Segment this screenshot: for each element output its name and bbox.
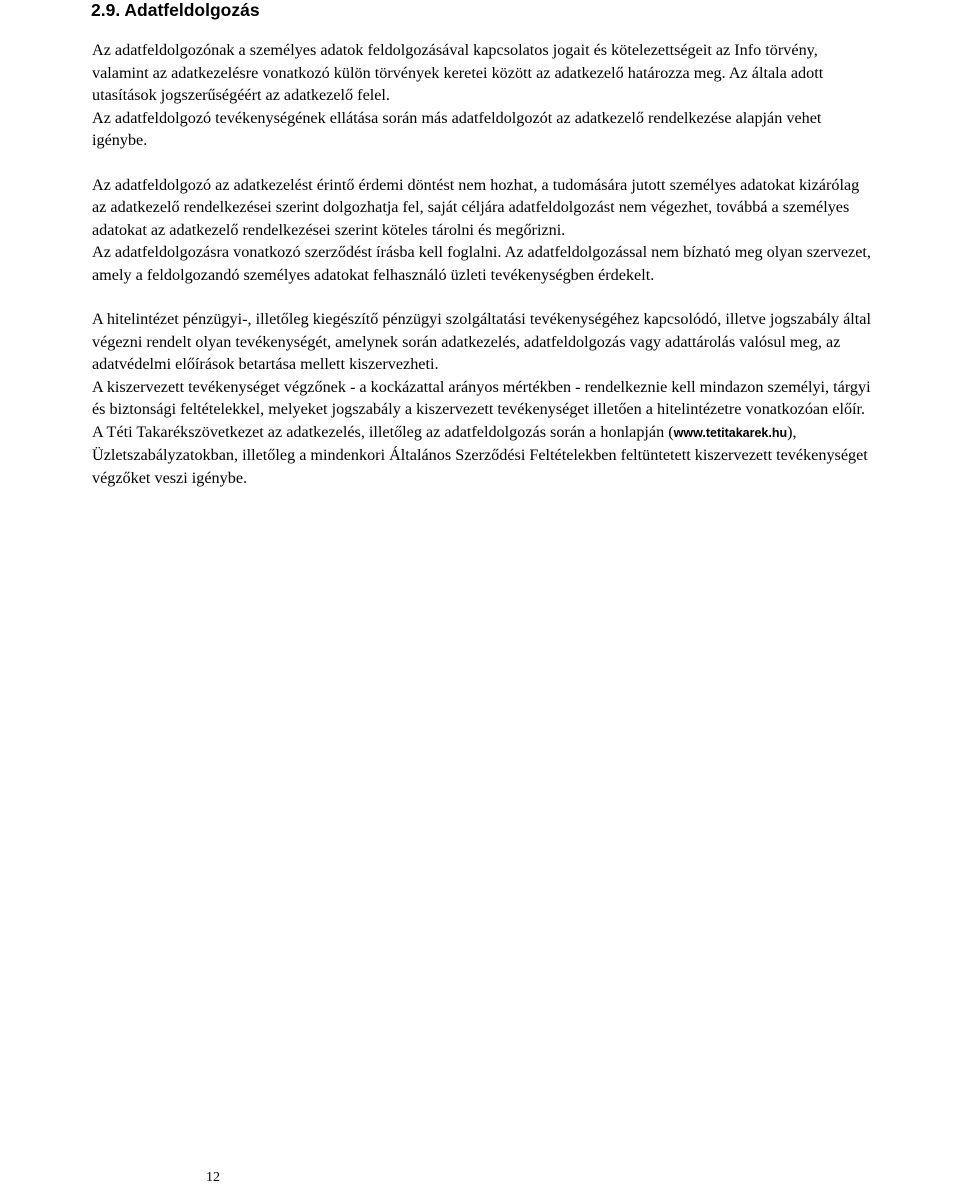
paragraph-7-end: ), Üzletszabályzatokban, illetőleg a mindenkori Általános Szerződési Feltételekben feltüntetett kiszervezett tevékenységet végzőket veszi igénybe. — [92, 422, 868, 487]
paragraph-7 — [92, 421, 872, 490]
paragraph-7-start: A Téti Takarékszövetkezet az adatkezelés, illetőleg az adatfeldolgozás során a honlapján ( — [92, 422, 674, 441]
section-heading: 2.9. Adatfeldolgozás — [91, 0, 260, 20]
page-number: 12 — [206, 1170, 220, 1185]
paragraph-gap — [92, 286, 872, 308]
website-url: www.tetitakarek.hu — [673, 425, 788, 440]
paragraph-4: Az adatfeldolgozásra vonatkozó szerződést írásba kell foglalni. Az adatfeldolgozással nem bízható meg olyan szervezet, amely a feldolgozandó személyes adatokat felhasználó üzleti tevékenységben érdekelt. — [92, 243, 871, 284]
paragraph-6: A kiszervezett tevékenységet végzőnek - a kockázattal arányos mértékben - rendelkeznie kell mindazon személyi, tárgyi és biztonsági feltételekkel, melyeket jogszabály a kiszervezett tevékenységet illetően a hitelintézetre vonatkozóan előír. — [92, 377, 871, 418]
paragraph-3: Az adatfeldolgozó az adatkezelést érintő érdemi döntést nem hozhat, a tudomására jutott személyes adatokat kizárólag az adatkezelő rendelkezései szerint dolgozhatja fel, saját céljára adatfeldolgozást nem végezhet, továbbá a személyes adatokat az adatkezelő rendelkezései szerint köteles tárolni és megőrizni. — [92, 175, 860, 239]
document-body — [92, 39, 872, 489]
paragraph-5: A hitelintézet pénzügyi-, illetőleg kiegészítő pénzügyi szolgáltatási tevékenységéhez kapcsolódó, illetve jogszabály által végezni rendelt olyan tevékenységét, amelynek során adatkezelés, adatfeldolgozás vagy adattárolás valósul meg, az adatvédelmi előírások betartása mellett kiszervezheti. — [92, 310, 871, 373]
paragraph-2: Az adatfeldolgozó tevékenységének ellátása során más adatfeldolgozót az adatkezelő rendelkezése alapján vehet igénybe. — [92, 108, 822, 149]
paragraph-gap — [92, 152, 872, 174]
paragraph-1: Az adatfeldolgozónak a személyes adatok feldolgozásával kapcsolatos jogait és kötelezettségeit az Info törvény, valamint az adatkezelésre vonatkozó külön törvények keretei között az adatkezelő határozza meg. Az általa adott utasítások jogszerűségéért az adatkezelő felel. — [92, 41, 824, 104]
